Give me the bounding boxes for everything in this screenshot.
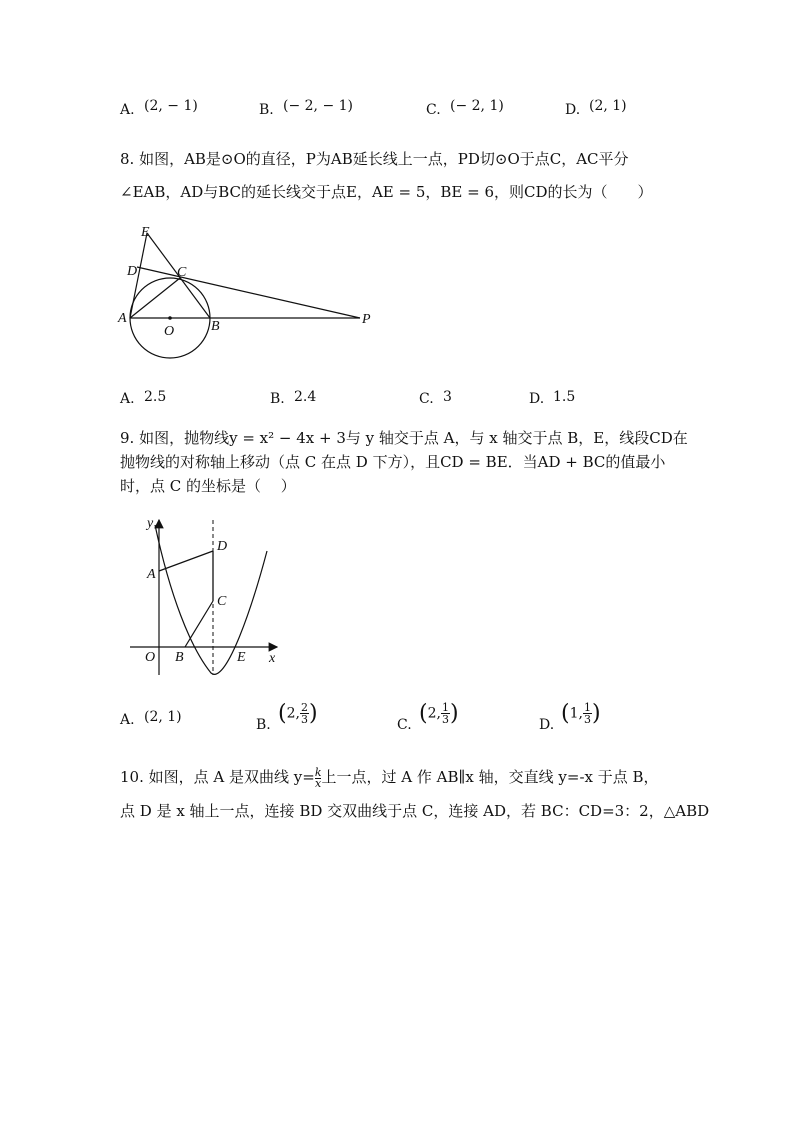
label-a: A [118,311,127,326]
label-b: B [211,319,220,334]
segment-bc [185,601,213,647]
q10-text-line2: 点 D 是 x 轴上一点，连接 BD 交双曲线于点 C，连接 AD，若 BC：CD=3：2，△ABD [120,802,710,820]
label-d: D [127,264,138,279]
q9-option-a-label: A. [120,712,135,728]
q7-option-d-label: D. [565,102,581,118]
q9-option-d-label: D. [539,717,555,733]
q7-option-a-label: A. [120,102,135,118]
q9-option-c-value: (2, $\frac{1}{3}$ ) [419,701,459,726]
line-pd [137,267,360,318]
q7-option-b-label: B. [259,102,274,118]
q7-option-d-value: (2, 1) [589,98,627,114]
q9-option-b-value: (2, $\frac{2}{3}$ ) [278,701,318,726]
label-e: E [237,650,246,665]
q8-option-b-label: B. [270,391,285,407]
q9-text-line1: 9. 如图，抛物线y = x² − 4x + 3与 y 轴交于点 A，与 x 轴交于点 B，E，线段CD在 [120,429,688,447]
q9-text-line2: 抛物线的对称轴上移动（点 C 在点 D 下方），且CD = BE．当AD + BC的值最小 [120,453,666,471]
label-c: C [217,594,227,609]
q8-option-a-value: 2.5 [144,389,167,405]
q8-text-line2: ∠EAB，AD与BC的延长线交于点E，AE = 5，BE = 6，则CD的长为（ ） [120,183,653,201]
q8-option-d-label: D. [529,391,545,407]
label-x: x [269,651,276,666]
q7-option-b-value: (− 2, − 1) [283,98,353,114]
label-a: A [147,567,156,582]
label-d: D [217,539,228,554]
label-o: O [145,650,156,665]
q8-option-d-value: 1.5 [553,389,576,405]
label-o: O [164,324,175,339]
label-b: B [175,650,184,665]
k-over-x-fraction: $\frac{k}{x}$ [314,765,322,790]
line-ac [130,278,180,318]
q8-text-line1: 8. 如图，AB是⊙O的直径，P为AB延长线上一点，PD切⊙O于点C，AC平分 [120,150,629,168]
label-c: C [177,265,187,280]
label-e: E [141,225,150,240]
q8-option-c-label: C. [419,391,434,407]
q9-text-line3: 时，点 C 的坐标是（ ） [120,477,296,495]
q9-option-d-value: (1, $\frac{1}{3}$ ) [561,701,601,726]
q10-text-line1: 10. 如图，点 A 是双曲线 y= $\frac{k}{x}$ 上一点，过 A 作 AB∥x 轴，交直线 y=-x 于点 B， [120,765,659,790]
segment-ad [159,551,213,571]
q9-option-a-value: (2, 1) [144,709,182,725]
q8-option-b-value: 2.4 [294,389,317,405]
q9-parabola-figure [125,515,285,680]
label-y: y [147,516,154,531]
q9-option-b-label: B. [256,717,271,733]
q8-option-c-value: 3 [443,389,452,405]
q7-option-c-label: C. [426,102,441,118]
center-dot [168,316,172,320]
label-p: P [362,312,371,327]
parabola-curve [155,525,267,674]
q9-option-c-label: C. [397,717,412,733]
q8-geometry-figure [110,222,380,367]
q7-option-a-value: (2, − 1) [144,98,198,114]
q8-option-a-label: A. [120,391,135,407]
q7-option-c-value: (− 2, 1) [450,98,504,114]
